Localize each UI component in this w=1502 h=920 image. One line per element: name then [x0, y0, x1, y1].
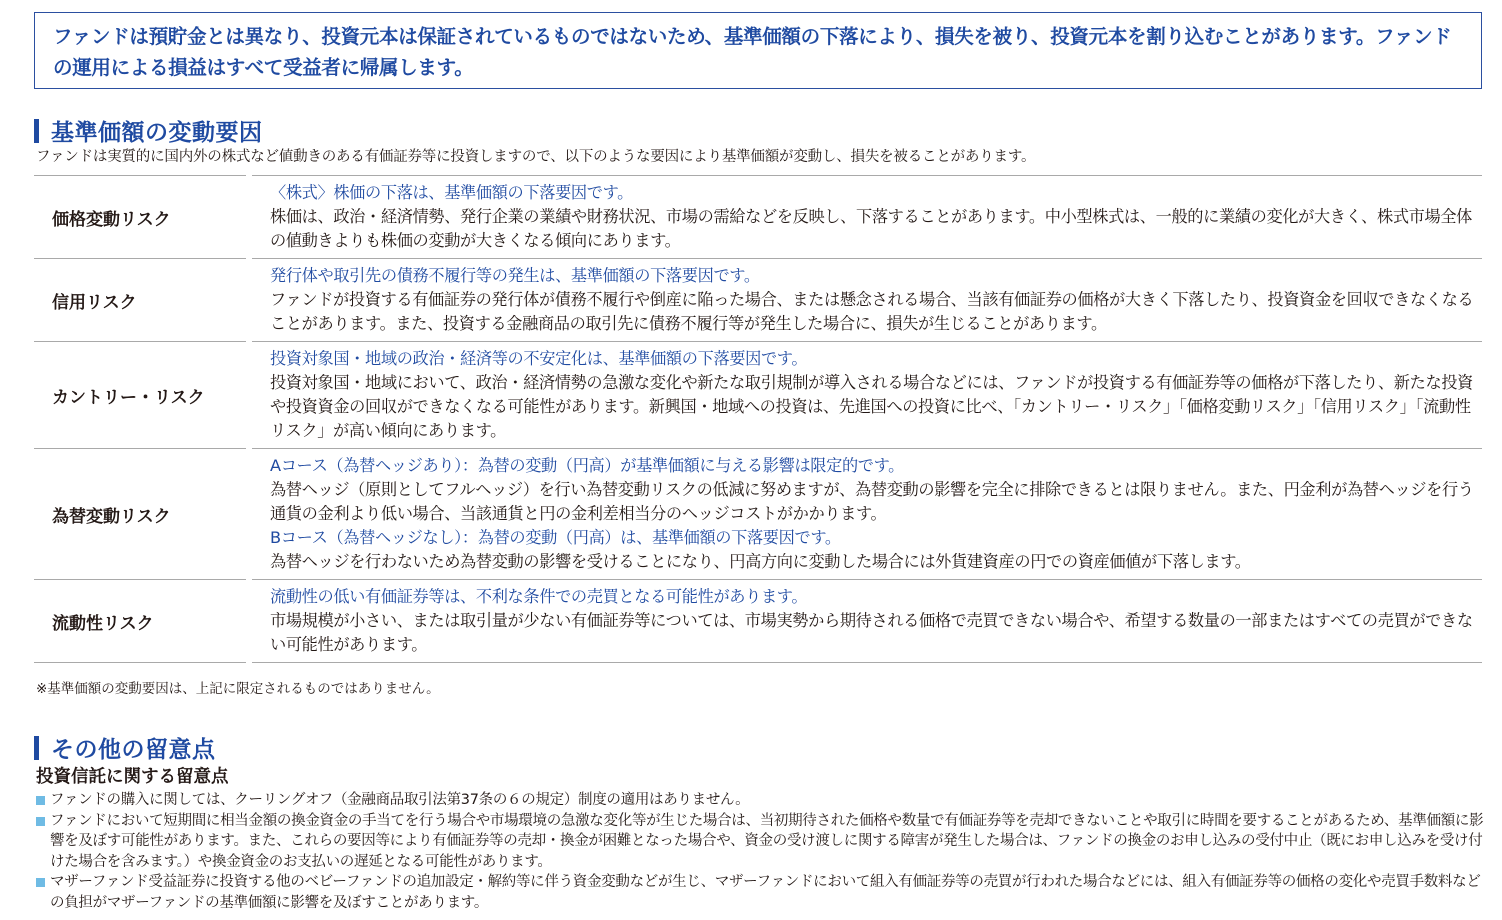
risk-detail: 株価は、政治・経済情勢、発行企業の業績や財務状況、市場の需給などを反映し、下落することがあります。中小型株式は、一般的に業績の変化が大きく、株式市場全体の値動きよりも株価の変動が大きくなる傾向にあります。	[270, 207, 1473, 250]
risk-footnote: ※基準価額の変動要因は、上記に限定されるものではありません。	[36, 681, 440, 697]
risk-description	[252, 259, 1482, 342]
risk-row	[34, 259, 1482, 342]
risk-name: 信用リスク	[34, 259, 246, 342]
risk-summary: 投資対象国・地域の政治・経済等の不安定化は、基準価額の下落要因です。	[270, 349, 808, 368]
risk-summary: Aコース（為替ヘッジあり）：為替の変動（円高）が基準価額に与える影響は限定的です。	[270, 456, 905, 475]
section-heading-nav-factors	[34, 114, 263, 147]
risk-description	[252, 580, 1482, 663]
section-heading-other-notes	[34, 731, 216, 764]
risk-name: 流動性リスク	[34, 580, 246, 663]
square-bullet-icon	[36, 796, 45, 805]
risk-notice-text: ファンドは預貯金とは異なり、投資元本は保証されているものではないため、基準価額の下落により、損失を被り、投資元本を割り込むことがあります。ファンドの運用による損益はすべて受益者に帰属します。	[53, 25, 1452, 79]
risk-description	[252, 342, 1482, 449]
section-intro: ファンドは実質的に国内外の株式など値動きのある有価証券等に投資しますので、以下のような要因により基準価額が変動し、損失を被ることがあります。	[36, 149, 1036, 165]
risk-detail: 市場規模が小さい、または取引量が少ない有価証券等については、市場実勢から期待される価格で売買できない場合や、希望する数量の一部またはすべての売買ができない可能性があります。	[270, 611, 1473, 654]
risk-name: カントリー・リスク	[34, 342, 246, 449]
risk-row	[34, 449, 1482, 580]
note-text: ファンドにおいて短期間に相当金額の換金資金の手当てを行う場合や市場環境の急激な変化等が生じた場合は、当初期待された価格や数量で有価証券等を売却できないことや取引に時間を要することがあるため、基準価額に影響を及ぼす可能性があります。また、これらの要因等により有価証券等の売却・換金が困難となった場合や、資金の受け渡しに関する障害が発生した場合は、ファンドの換金のお申し込みの受付中止（既にお申し込みを受け付けた場合を含みます。）や換金資金のお支払いの遅延となる可能性があります。	[50, 812, 1484, 870]
risk-summary: 〈株式〉株価の下落は、基準価額の下落要因です。	[270, 183, 633, 202]
risk-row	[34, 342, 1482, 449]
risk-notice-box	[34, 12, 1482, 89]
risk-summary: 流動性の低い有価証券等は、不利な条件での売買となる可能性があります。	[270, 587, 808, 606]
note-text: ファンドの購入に関しては、クーリングオフ（金融商品取引法第37条の６の規定）制度の適用はありません。	[50, 792, 750, 808]
risk-table	[34, 175, 1482, 663]
note-text: マザーファンド受益証券に投資する他のベビーファンドの追加設定・解約等に伴う資金変動などが生じ、マザーファンドにおいて組入有価証券等の売買が行われた場合などには、組入有価証券等の価格の変化や売買手数料などの負担がマザーファンドの基準価額に影響を及ぼすことがあります。	[50, 874, 1481, 911]
sub-heading: 投資信託に関する留意点	[36, 767, 229, 787]
risk-summary: Bコース（為替ヘッジなし）：為替の変動（円高）は、基準価額の下落要因です。	[270, 528, 841, 547]
risk-name: 為替変動リスク	[34, 449, 246, 580]
risk-detail: 為替ヘッジを行わないため為替変動の影響を受けることになり、円高方向に変動した場合には外貨建資産の円での資産価値が下落します。	[270, 552, 1251, 571]
section-title: その他の留意点	[51, 737, 216, 763]
square-bullet-icon	[36, 878, 45, 887]
risk-description	[252, 175, 1482, 259]
risk-detail: 投資対象国・地域において、政治・経済情勢の急激な変化や新たな取引規制が導入される場合などには、ファンドが投資する有価証券等の価格が下落したり、新たな投資や投資資金の回収ができなくなる可能性があります。新興国・地域への投資は、先進国への投資に比べ、「カントリー・リスク」「価格変動リスク」「信用リスク」「流動性リスク」が高い傾向にあります。	[270, 373, 1473, 440]
note-item	[36, 790, 1486, 811]
section-title: 基準価額の変動要因	[51, 120, 263, 146]
risk-row	[34, 175, 1482, 259]
risk-row	[34, 580, 1482, 663]
risk-summary: 発行体や取引先の債務不履行等の発生は、基準価額の下落要因です。	[270, 266, 760, 285]
note-item	[36, 811, 1486, 873]
risk-description	[252, 449, 1482, 580]
square-bullet-icon	[36, 817, 45, 826]
risk-name: 価格変動リスク	[34, 175, 246, 259]
notes-list	[36, 790, 1486, 913]
risk-detail: ファンドが投資する有価証券の発行体が債務不履行や倒産に陥った場合、または懸念される場合、当該有価証券の価格が大きく下落したり、投資資金を回収できなくなることがあります。また、投資する金融商品の取引先に債務不履行等が発生した場合に、損失が生じることがあります。	[270, 290, 1474, 333]
note-item	[36, 872, 1486, 913]
risk-detail: 為替ヘッジ（原則としてフルヘッジ）を行い為替変動リスクの低減に努めますが、為替変動の影響を完全に排除できるとは限りません。また、円金利が為替ヘッジを行う通貨の金利より低い場合、当該通貨と円の金利差相当分のヘッジコストがかかります。	[270, 480, 1474, 523]
heading-bar	[34, 736, 39, 760]
heading-bar	[34, 119, 39, 143]
